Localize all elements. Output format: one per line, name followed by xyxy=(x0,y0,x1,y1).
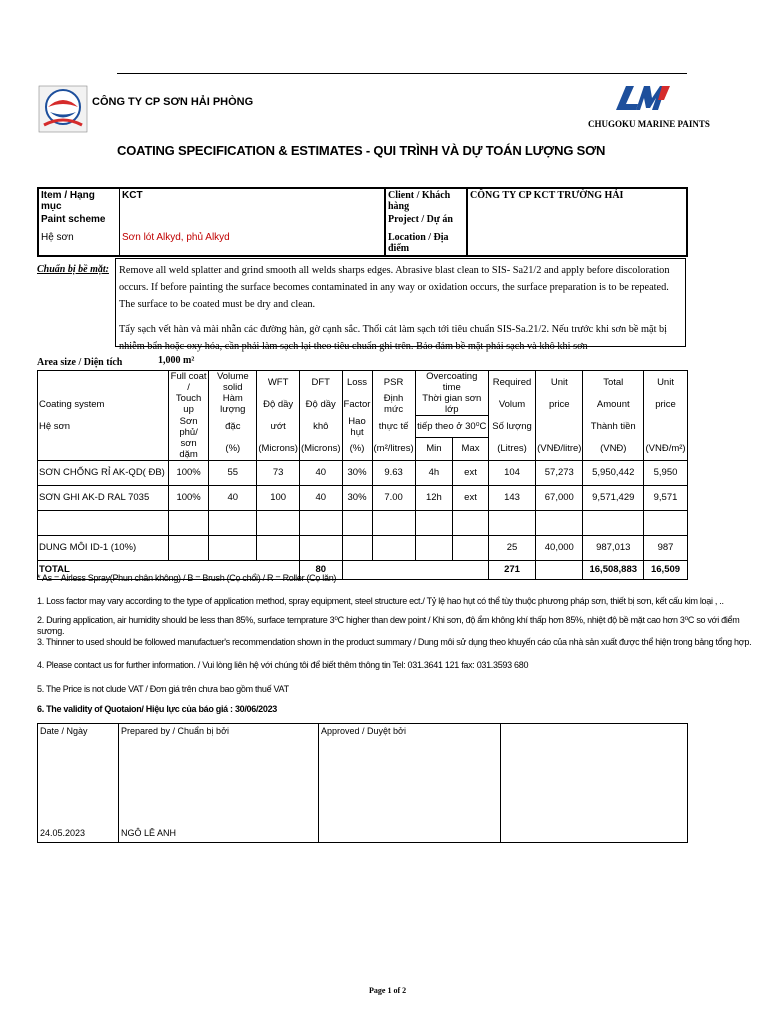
h-up-3: (VNĐ/litre) xyxy=(536,438,583,461)
h-fc-1: Touch up xyxy=(168,393,208,416)
project-info-table xyxy=(37,187,688,257)
area-value: 1,000 m² xyxy=(158,355,195,366)
cell-max xyxy=(453,535,489,560)
h-fc-0: Full coat / xyxy=(168,371,208,394)
note-1: 1. Loss factor may vary according to the type of application method, spray equipment, steel structure ect./ Tỷ lệ hao hụt có thể tùy thuộc phương pháp sơn, thiết bị sơn, kết cấu kim loại , .. xyxy=(37,596,724,606)
cell-upm: 987 xyxy=(644,535,688,560)
total-amount: 16,508,883 xyxy=(583,560,644,579)
sig-date-value: 24.05.2023 xyxy=(40,828,86,838)
coating-table xyxy=(37,370,688,580)
h-fc-3: sơn dặm xyxy=(168,438,208,461)
h-vs-3: (%) xyxy=(209,438,257,461)
h-loss-0: Loss xyxy=(342,371,372,394)
h-psr-2: thực tế xyxy=(372,416,415,438)
document-title: COATING SPECIFICATION & ESTIMATES - QUI TRÌNH VÀ DỰ TOÁN LƯỢNG SƠN xyxy=(117,143,606,158)
h-up-0: Unit xyxy=(536,371,583,394)
h-overcoat-2: tiếp theo ở 30⁰C xyxy=(415,416,488,438)
cell-vs xyxy=(209,510,257,535)
h-total-0: Total xyxy=(583,371,644,394)
cell-wft xyxy=(257,535,300,560)
h-overcoat-1: Thời gian sơn lớp xyxy=(415,393,488,416)
cell-name: SƠN CHỐNG RỈ AK-QD( ĐB) xyxy=(38,460,169,485)
h-vs-2: đặc xyxy=(209,416,257,438)
cell-loss: 30% xyxy=(342,460,372,485)
h-req-0: Required xyxy=(488,371,535,394)
sig-blank-cell xyxy=(501,724,688,843)
cell-wft xyxy=(257,510,300,535)
h-max: Max xyxy=(453,438,489,461)
cell-name: DUNG MÔI ID-1 (10%) xyxy=(38,535,169,560)
total-req: 271 xyxy=(488,560,535,579)
cell-upm xyxy=(644,510,688,535)
cell-fc: 100% xyxy=(168,460,208,485)
surface-prep-label: Chuẩn bị bề mặt: xyxy=(37,264,109,275)
item-label: Item / Hạng mục xyxy=(38,188,120,213)
sig-approved-cell xyxy=(319,724,501,843)
client-value: CÔNG TY CP KCT TRƯỜNG HẢI xyxy=(467,188,687,256)
h-min: Min xyxy=(415,438,453,461)
cell-vs xyxy=(209,535,257,560)
cell-psr xyxy=(372,535,415,560)
h-upm-2 xyxy=(644,416,688,438)
cell-up: 67,000 xyxy=(536,485,583,510)
note-5: 5. The Price is not clude VAT / Đơn giá trên chưa bao gồm thuế VAT xyxy=(37,684,289,694)
h-dft-2: khô xyxy=(299,416,342,438)
h-total-2: Thành tiền xyxy=(583,416,644,438)
surface-prep-en: Remove all weld splatter and grind smooth all welds sharps edges. Abrasive blast clean to SIS- Sa21/2 and apply before discoloration occurs. If before painting the surface becomes contaminated in any way or oxidation occurs, the surface preparation is to be repeated. The surface to be coated must be dry and clean. xyxy=(119,265,670,310)
area-label: Area size / Diện tích xyxy=(37,357,123,368)
h-loss-2: Hao hụt xyxy=(342,416,372,438)
h-wft-0: WFT xyxy=(257,371,300,394)
note-2: 2. During application, air humidity should be less than 85%, surface temprature 3⁰C higher than dew point / Khi sơn, độ ẩm không khí thấp hơn 85%, nhiệt độ bề mặt cao hơn 3⁰C so với điểm sương. xyxy=(37,615,740,636)
note-3: 3. Thinner to used should be followed manufactuer's recommendation shown in the product summary / Dung môi sử dụng theo khuyến cáo của nhà sản xuất được thể hiện trong bảng tổng hợp. xyxy=(37,637,752,647)
h-wft-2: ướt xyxy=(257,416,300,438)
h-req-2: Số lượng xyxy=(488,416,535,438)
cell-loss xyxy=(342,535,372,560)
company-name: CÔNG TY CP SƠN HẢI PHÒNG xyxy=(92,96,254,108)
note-4: 4. Please contact us for further information. / Vui lòng liên hệ với chúng tôi để biết thêm thông tin Tel: 031.3641 121 fax: 031.3593 680 xyxy=(37,660,529,670)
cell-upm: 5,950 xyxy=(644,460,688,485)
h-loss-3: (%) xyxy=(342,438,372,461)
note-legend: * As = Airless Spray(Phun chân không) / B = Brush (Cọ chổi) / R = Roller (Cọ lăn) xyxy=(37,573,337,583)
table-row xyxy=(38,460,688,485)
surface-prep-text xyxy=(115,258,686,352)
cell-req xyxy=(488,510,535,535)
h-vs-1: Hàm lượng xyxy=(209,393,257,416)
table-row xyxy=(38,535,688,560)
cmp-logo xyxy=(612,80,672,116)
cell-total: 9,571,429 xyxy=(583,485,644,510)
cell-min xyxy=(415,510,453,535)
cell-up xyxy=(536,510,583,535)
h-loss-1: Factor xyxy=(342,393,372,416)
item-value: KCT xyxy=(120,188,386,213)
cell-min: 4h xyxy=(415,460,453,485)
cell-name: SƠN GHI AK-D RAL 7035 xyxy=(38,485,169,510)
h-up-1: price xyxy=(536,393,583,416)
h-fc-2: Sơn phủ/ xyxy=(168,416,208,438)
total-dft: 80 xyxy=(299,560,342,579)
cell-req: 25 xyxy=(488,535,535,560)
h-system-3 xyxy=(38,438,169,461)
surface-prep-vi: Tẩy sạch vết hàn và mài nhẵn các đường hàn, gờ cạnh sắc. Thổi cát làm sạch tới tiêu chuẩn SIS-Sa.21/2. Nếu trước khi sơn bề mặt bị nhiễm bẩn hoặc oxy hóa, cần phải làm sạch lại theo tiêu chuẩn ghi trên. Bảo đảm bề mặt phải sạch và khô khi sơn xyxy=(119,324,668,352)
h-psr-1: Định mức xyxy=(372,393,415,416)
h-req-3: (Litres) xyxy=(488,438,535,461)
scheme-label: Paint scheme xyxy=(38,213,120,231)
location-label: Location / Địa điểm xyxy=(385,231,467,256)
h-total-3: (VNĐ) xyxy=(583,438,644,461)
cell-total xyxy=(583,510,644,535)
total-upm: 16,509 xyxy=(644,560,688,579)
h-psr-0: PSR xyxy=(372,371,415,394)
table-row xyxy=(38,485,688,510)
sig-approved-label: Approved / Duyệt bởi xyxy=(321,726,406,736)
h-system-1: Coating system xyxy=(38,393,169,416)
company-logo xyxy=(38,85,88,133)
sig-prepared-cell xyxy=(119,724,319,843)
h-dft-0: DFT xyxy=(299,371,342,394)
cell-min: 12h xyxy=(415,485,453,510)
cell-vs: 55 xyxy=(209,460,257,485)
table-row xyxy=(38,510,688,535)
cell-max: ext xyxy=(453,485,489,510)
cell-psr: 7.00 xyxy=(372,485,415,510)
sig-date-label: Date / Ngày xyxy=(40,726,88,736)
h-system-0 xyxy=(38,371,169,394)
cell-req: 143 xyxy=(488,485,535,510)
cell-fc: 100% xyxy=(168,485,208,510)
page-number: Page 1 of 2 xyxy=(369,986,407,995)
cell-name xyxy=(38,510,169,535)
cell-dft: 40 xyxy=(299,460,342,485)
h-wft-3: (Microns) xyxy=(257,438,300,461)
cell-req: 104 xyxy=(488,460,535,485)
system-value: Sơn lót Alkyd, phủ Alkyd xyxy=(120,231,386,256)
h-dft-3: (Microns) xyxy=(299,438,342,461)
h-upm-3: (VNĐ/m²) xyxy=(644,438,688,461)
h-upm-0: Unit xyxy=(644,371,688,394)
sig-date-cell xyxy=(38,724,119,843)
h-upm-1: price xyxy=(644,393,688,416)
total-label: TOTAL xyxy=(38,560,300,579)
h-system-2: Hệ sơn xyxy=(38,416,169,438)
total-spacer xyxy=(342,560,488,579)
h-up-2 xyxy=(536,416,583,438)
cell-total: 5,950,442 xyxy=(583,460,644,485)
cell-psr: 9.63 xyxy=(372,460,415,485)
h-req-1: Volum xyxy=(488,393,535,416)
cell-loss xyxy=(342,510,372,535)
cell-dft xyxy=(299,535,342,560)
cell-wft: 73 xyxy=(257,460,300,485)
h-psr-3: (m²/litres) xyxy=(372,438,415,461)
cell-vs: 40 xyxy=(209,485,257,510)
h-total-1: Amount xyxy=(583,393,644,416)
cell-total: 987,013 xyxy=(583,535,644,560)
cell-up: 40,000 xyxy=(536,535,583,560)
client-label: Client / Khách hàng xyxy=(385,188,467,213)
cell-up: 57,273 xyxy=(536,460,583,485)
signature-table xyxy=(37,723,688,843)
h-overcoat-0: Overcoating time xyxy=(415,371,488,394)
cell-fc xyxy=(168,535,208,560)
h-dft-1: Độ dầy xyxy=(299,393,342,416)
brand-name: CHUGOKU MARINE PAINTS xyxy=(588,119,710,129)
scheme-value xyxy=(120,213,386,231)
h-vs-0: Volume solid xyxy=(209,371,257,394)
sig-prepared-label: Prepared by / Chuẩn bị bởi xyxy=(121,726,229,736)
cell-psr xyxy=(372,510,415,535)
cell-dft: 40 xyxy=(299,485,342,510)
cell-max xyxy=(453,510,489,535)
top-rule xyxy=(117,73,687,74)
note-6: 6. The validity of Quotaion/ Hiệu lực của báo giá : 30/06/2023 xyxy=(37,704,277,714)
cell-wft: 100 xyxy=(257,485,300,510)
cell-fc xyxy=(168,510,208,535)
cell-upm: 9,571 xyxy=(644,485,688,510)
cell-loss: 30% xyxy=(342,485,372,510)
cell-dft xyxy=(299,510,342,535)
h-wft-1: Độ dầy xyxy=(257,393,300,416)
sig-prepared-value: NGÔ LÊ ANH xyxy=(121,828,177,838)
project-label: Project / Dự án xyxy=(385,213,467,231)
cell-min xyxy=(415,535,453,560)
total-up xyxy=(536,560,583,579)
cell-max: ext xyxy=(453,460,489,485)
system-label: Hệ sơn xyxy=(38,231,120,256)
